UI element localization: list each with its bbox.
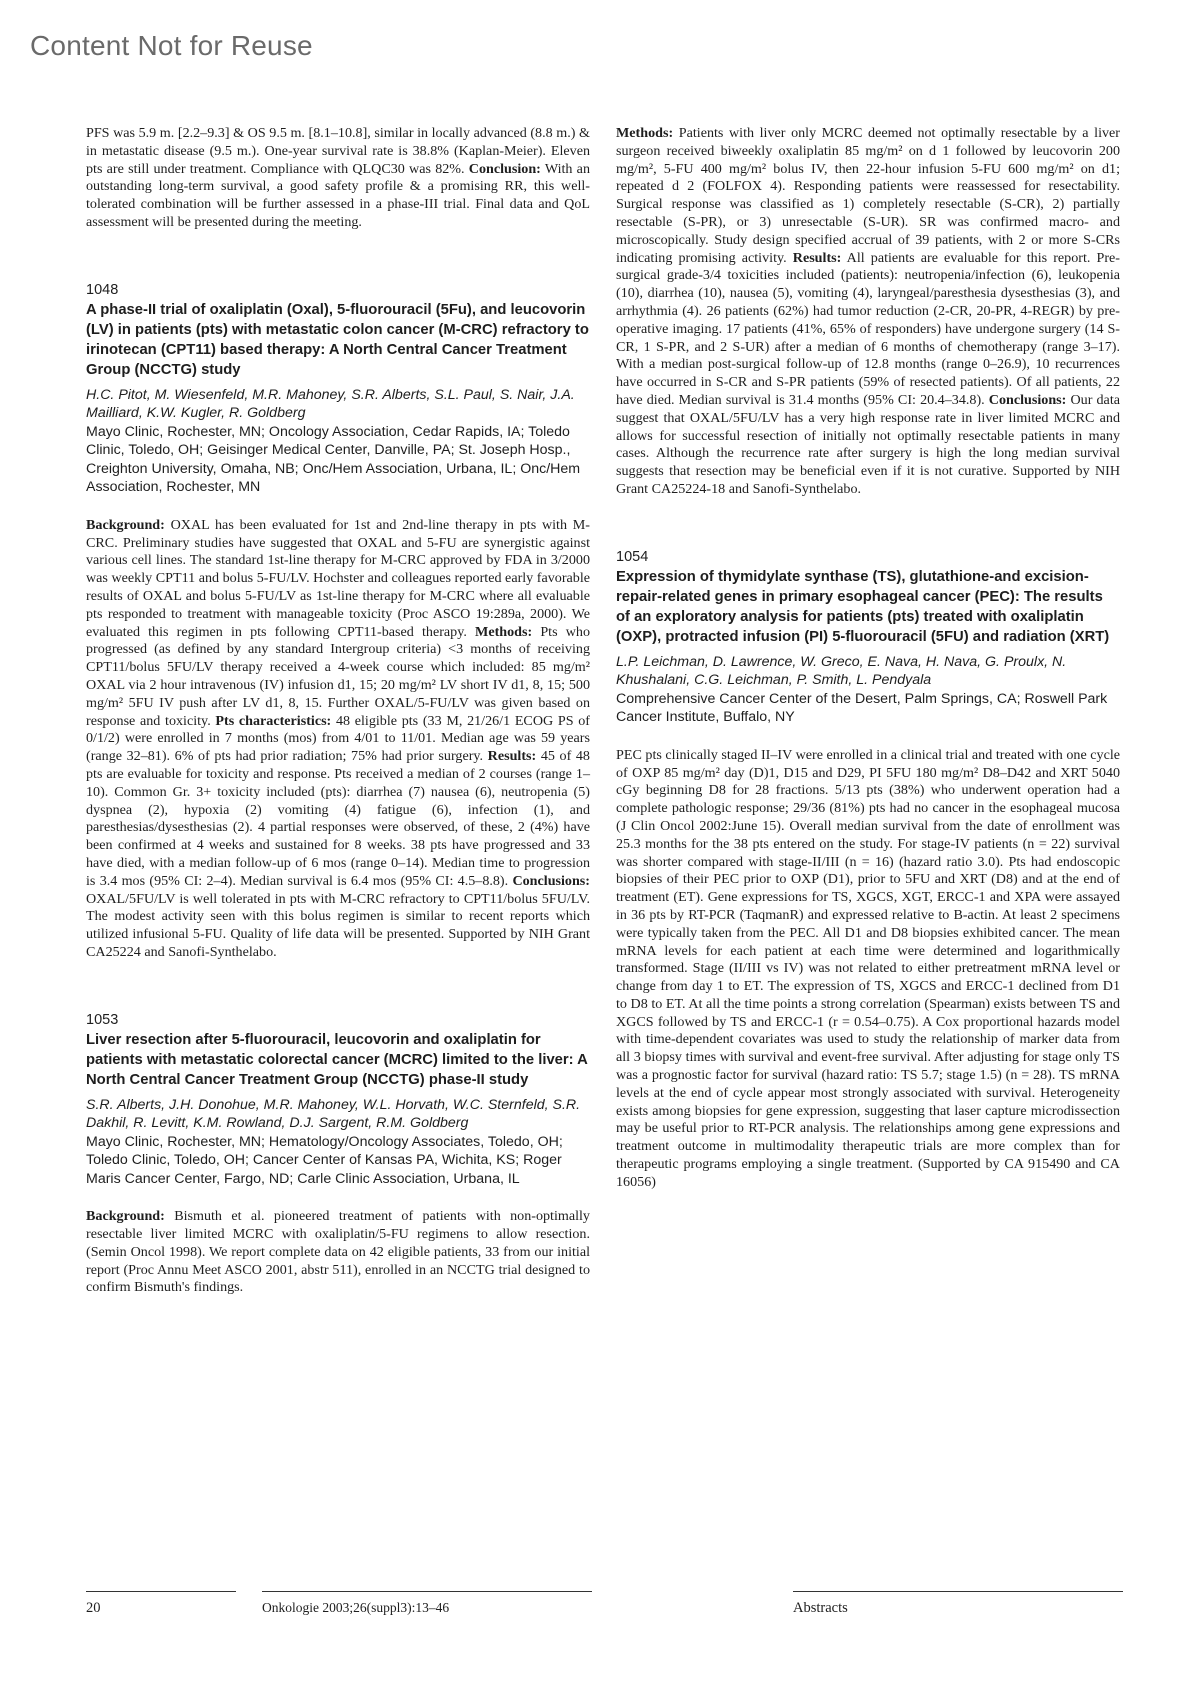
journal-citation: Onkologie 2003;26(suppl3):13–46 <box>262 1600 450 1615</box>
abstract-1053 <box>86 1012 590 1297</box>
abstract-authors: S.R. Alberts, J.H. Donohue, M.R. Mahoney, W.L. Horvath, W.C. Sternfeld, S.R. Dakhil, R. Levitt, K.M. Rowland, D.J. Sargent, R.M. Goldberg <box>86 1096 581 1132</box>
abstract-1053-continuation: Methods: Patients with liver only MCRC deemed not optimally resectable by a liver surgeon received biweekly oxaliplatin 85 mg/m² on d 1 followed by leucovorin 200 mg/m², 5-FU 400 mg/m² bolus IV, then 22-hour infusion 5-FU 600 mg/m² on d1; repeated d 2 (FOLFOX 4). Responding patients were reassessed for resectability. Surgical response was classified as 1) completely resectable (S-CR), 2) partially resectable (S-PR), or 3) unresectable (S-UR). SR was confirmed macro- and microscopically. Study design specified accrual of 39 patients, with 2 or more S-CRs indicating promising activity. Results: All patients are evaluable for this report. Pre-surgical grade-3/4 toxicities included (patients): neutropenia/infection (6), leukopenia (10), diarrhea (10), nausea (5), vomiting (4), laryngeal/paresthesia dysesthesias (3), and arrhythmia (4). 26 patients (62%) had tumor reduction (2-CR, 20-PR, 4-REGR) by pre-operative imaging. 17 patients (41%, 65% of responders) have undergone surgery (14 S-CR, 1 S-PR, and 2 S-UR) after a median of 6 months of chemotherapy (range 3–17). With a median post-surgical follow-up of 12.8 months (range 0–26.9), 10 recurrences have occurred in S-CR and S-PR patients (59% of resected patients). Of all patients, 22 have died. Median survival is 31.4 months (95% CI: 20.4–34.8). Conclusions: Our data suggest that OXAL/5FU/LV has a very high response rate in liver limited MCRC and allows for successful resection of initially not optimally resectable patients in many cases. Although the recurrence rate after surgery is high the long median survival suggests that resection may be beneficial even if it is not curative. Supported by NIH Grant CA25224-18 and Sanofi-Synthelabo. <box>616 125 1120 497</box>
abstract-number: 1053 <box>86 1011 119 1028</box>
abstract-number: 1048 <box>86 281 119 298</box>
abstract-1054 <box>616 549 1120 1192</box>
right-column <box>616 125 1120 1192</box>
footer-rule-center <box>262 1591 592 1592</box>
footer-rule-left <box>86 1591 236 1592</box>
abstract-affiliations: Mayo Clinic, Rochester, MN; Oncology Association, Cedar Rapids, IA; Toledo Clinic, Toledo, OH; Geisinger Medical Center, Danville, PA; St. Joseph Hosp., Creighton University, Omaha, NB; Onc/Hem Association, Urbana, IL; Onc/Hem Association, Rochester, MN <box>86 423 581 496</box>
abstract-affiliations: Mayo Clinic, Rochester, MN; Hematology/Oncology Associates, Toledo, OH; Toledo Clinic, Toledo, OH; Cancer Center of Kansas PA, Wichita, KS; Roger Maris Cancer Center, Fargo, ND; Carle Clinic Association, Urbana, IL <box>86 1133 563 1187</box>
abstract-title: Expression of thymidylate synthase (TS), glutathione-and excision-repair-related genes in primary esophageal cancer (PEC): The results of an exploratory analysis for patients (pts) treated with oxaliplatin (OXP), protracted infusion (PI) 5-fluorouracil (5FU) and radiation (XRT) <box>616 568 1110 645</box>
abstract-1048 <box>86 282 590 962</box>
abstract-body: PEC pts clinically staged II–IV were enrolled in a clinical trial and treated with one cycle of OXP 85 mg/m² day (D)1, D15 and D29, PI 5FU 180 mg/m² D8–D42 and XRT 5040 cGy beginning D8 for 28 fractions. 5/13 pts (38%) who underwent operation had a complete pathologic response; 29/36 (81%) pts had no cancer in the esophageal mucosa (J Clin Oncol 2002:June 15). Overall median survival from the date of enrollment was 25.3 months for the 38 pts entered on the study. For stage-IV patients (n = 22) survival was shorter compared with stage-II/III (n = 16) (hazard ratio 3.0). Pts had endoscopic biopsies of their PEC prior to OXP (D1), prior to 5FU and XRT (D8) and at the end of treatment (ET). Gene expressions for TS, XGCS, XGT, ERCC-1 and XPA were assayed in 36 pts by RT-PCR (TaqmanR) and expressed relative to B-actin. At least 2 specimens were typically taken from the PEC. All D1 and D8 biopsies exhibited cancer. The mean mRNA levels for each patient at each time were determined and logarithmically transformed. Stage (II/III vs IV) was not related to either pretreatment mRNA level or change from day 1 to ET. The expression of TS, XGCS and ERCC-1 declined from D1 to D8 to ET. At all the time points a strong correlation (Spearman) exists between TS and XGCS followed by TS and ERCC-1 (r = 0.54–0.75). A Cox proportional hazards model with time-dependent covariates was used to study the relationship of marker data from all 3 biopsy times with survival and event-free survival. After adjusting for stage only TS was a prognostic factor for survival (hazard ratio: TS 5.7; stage 1.5) (n = 28). TS mRNA levels at the end of cycle appear most strongly associated with survival. Heterogeneity exists among biopsies for gene expression, suggesting that laser capture microdissection may be useful prior to RT-PCR analysis. The relationships among gene expressions and treatment outcome in multimodality therapeutic trials are more complex than for therapeutic programs employing a single treatment. (Supported by CA 915490 and CA 16056) <box>616 746 1120 1190</box>
watermark: Content Not for Reuse <box>30 30 313 61</box>
left-column <box>86 125 590 1297</box>
abstract-authors: L.P. Leichman, D. Lawrence, W. Greco, E. Nava, H. Nava, G. Proulx, N. Khushalani, C.G. Leichman, P. Smith, L. Pendyala <box>616 653 1067 689</box>
abstract-authors: H.C. Pitot, M. Wiesenfeld, M.R. Mahoney, S.R. Alberts, S.L. Paul, S. Nair, J.A. Mailliard, K.W. Kugler, R. Goldberg <box>86 386 575 422</box>
footer-rule-right <box>793 1591 1123 1592</box>
abstract-affiliations: Comprehensive Cancer Center of the Desert, Palm Springs, CA; Roswell Park Cancer Institute, Buffalo, NY <box>616 690 1108 726</box>
abstract-title: A phase-II trial of oxaliplatin (Oxal), 5-fluorouracil (5Fu), and leucovorin (LV) in patients (pts) with metastatic colon cancer (M-CRC) refractory to irinotecan (CPT11) based therapy: A North Central Cancer Treatment Group (NCCTG) study <box>86 301 589 378</box>
abstract-number: 1054 <box>616 548 649 565</box>
abstract-body: Background: Bismuth et al. pioneered treatment of patients with non-optimally resectable liver limited MCRC with oxaliplatin/5-FU regimens to allow resection. (Semin Oncol 1998). We report complete data on 42 eligible patients, 33 from our initial report (Proc Annu Meet ASCO 2001, abstr 511), enrolled in an NCCTG trial designed to confirm Bismuth's findings. <box>86 1208 590 1296</box>
abstract-body: Background: OXAL has been evaluated for 1st and 2nd-line therapy in pts with M-CRC. Preliminary studies have suggested that OXAL and 5-FU are synergistic against various cell lines. The standard 1st-line therapy for M-CRC approved by FDA in 3/2000 was weekly CPT11 and bolus 5-FU/LV. Hochster and colleagues reported early favorable results of OXAL and bolus 5-FU/LV as 1st-line therapy for M-CRC where all evaluable pts responded to treatment with manageable toxicity (Proc ASCO 19:289a, 2000). We evaluated this regimen in pts following CPT11-based therapy. Methods: Pts who progressed (as defined by any standard Intergroup criteria) <3 months of receiving CPT11/bolus 5FU/LV therapy received a 4-week course which included: 85 mg/m² OXAL via 2 hour intravenous (IV) infusion d1, 15; 20 mg/m² LV short IV d1, 8, 15; 500 mg/m² 5FU IV push after LV d1, 8, 15. Further OXAL/5-FU/LV was given based on response and toxicity. Pts characteristics: 48 eligible pts (33 M, 21/26/1 ECOG PS of 0/1/2) were enrolled in 7 months (mos) from 4/01 to 11/01. Median age was 59 years (range 32–81). 6% of pts had prior radiation; 75% had prior surgery. Results: 45 of 48 pts are evaluable for toxicity and response. Pts received a median of 2 courses (range 1–10). Common Gr. 3+ toxicity included (pts): diarrhea (7) nausea (6), neutropenia (5) dyspnea (2), hypoxia (2) vomiting (4) fatigue (6), infection (1), and paresthesias/dysesthesias (2). 4 partial responses were observed, of these, 2 (4%) have been confirmed at 4 weeks and sustained for 8 weeks. 38 pts have progressed and 33 have died, with a median follow-up of 6 mos (range 0–14). Median time to progression is 3.4 mos (95% CI: 2–4). Median survival is 6.4 mos (95% CI: 4.5–8.8). Conclusions: OXAL/5FU/LV is well tolerated in pts with M-CRC refractory to CPT11/bolus 5FU/LV. The modest activity seen with this bolus regimen is similar to recent reports which utilized infusional 5-FU. Quality of life data will be presented. Supported by NIH Grant CA25224 and Sanofi-Synthelabo. <box>86 516 591 960</box>
page-number: 20 <box>86 1600 101 1616</box>
continuation-paragraph: PFS was 5.9 m. [2.2–9.3] & OS 9.5 m. [8.1–10.8], similar in locally advanced (8.8 m.) & in metastatic disease (9.5 m.). One-year survival rate is 38.8% (Kaplan-Meier). Eleven pts are still under treatment. Compliance with QLQC30 was 82%. Conclusion: With an outstanding long-term survival, a good safety profile & a promising RR, this well-tolerated combination will be further assessed in a phase-III trial. Final data and QoL assessment will be presented during the meeting. <box>86 125 590 230</box>
abstract-title: Liver resection after 5-fluorouracil, leucovorin and oxaliplatin for patients with metastatic colorectal cancer (MCRC) limited to the liver: A North Central Cancer Treatment Group (NCCTG) phase-II study <box>86 1031 588 1088</box>
section-name: Abstracts <box>793 1600 848 1616</box>
